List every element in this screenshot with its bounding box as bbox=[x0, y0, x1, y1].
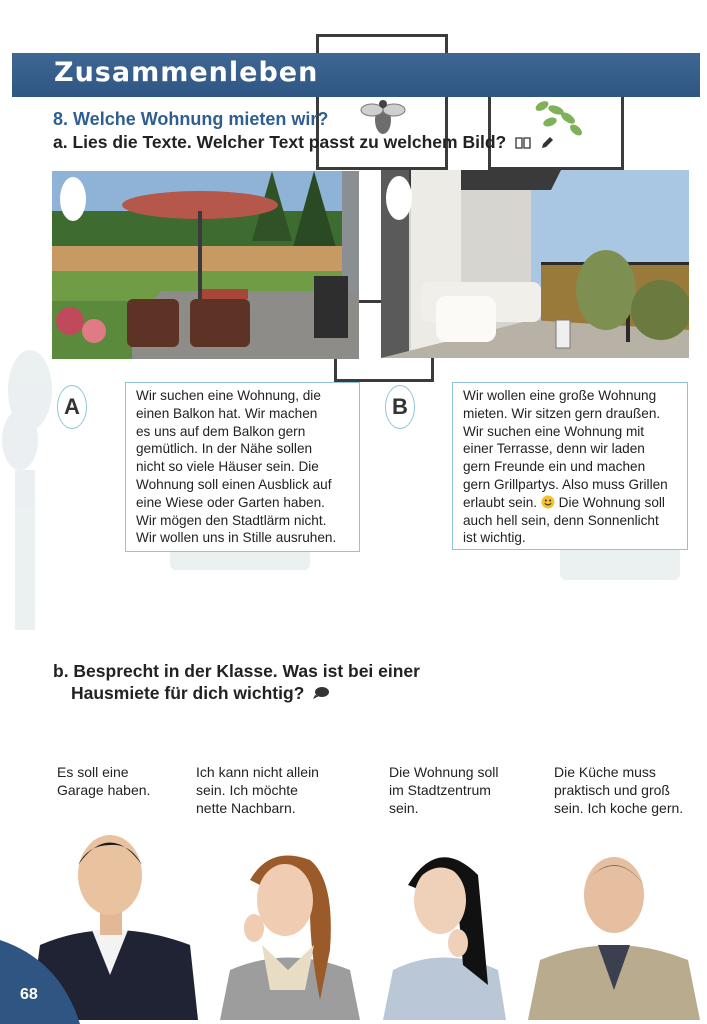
page-corner bbox=[0, 940, 95, 1024]
quote-3 bbox=[389, 763, 498, 817]
task-b-text: Hausmiete für dich wichtig? bbox=[71, 683, 305, 703]
text-line: einen Balkon hat. Wir machen bbox=[136, 405, 318, 421]
photo-terrace bbox=[381, 170, 689, 358]
task-b-line: b. Besprecht in der Klasse. Was ist bei einer bbox=[53, 661, 420, 681]
text-line: Wohnung soll einen Ausblick auf bbox=[136, 476, 332, 492]
text-line: es uns auf dem Balkon gern bbox=[136, 423, 306, 439]
photo-label-blank[interactable] bbox=[386, 176, 412, 220]
quote-2 bbox=[196, 763, 319, 817]
quote-line: sein. bbox=[389, 800, 419, 816]
text-b-box bbox=[452, 382, 688, 550]
person-woman-pondering bbox=[378, 845, 508, 1020]
text-line: Wir suchen eine Wohnung mit bbox=[463, 423, 645, 439]
text-line: Wir suchen eine Wohnung, die bbox=[136, 388, 321, 403]
letter-b-badge: B bbox=[385, 385, 415, 429]
quote-line: sein. Ich koche gern. bbox=[554, 800, 684, 816]
photo-garden-patio bbox=[52, 171, 359, 359]
task-b-line bbox=[53, 682, 420, 704]
photo-label-blank[interactable] bbox=[60, 177, 86, 221]
task-subtitle bbox=[53, 132, 554, 153]
text-line: gemütlich. In der Nähe sollen bbox=[136, 441, 313, 457]
quote-line: Ich kann nicht allein bbox=[196, 764, 319, 780]
task-subtitle-text: a. Lies die Texte. Welcher Text passt zu welchem Bild? bbox=[53, 132, 507, 152]
quote-4 bbox=[554, 763, 683, 817]
text-line: nicht so viele Häuser sein. Die bbox=[136, 459, 319, 475]
header-banner bbox=[12, 53, 700, 97]
text-line: mieten. Wir sitzen gern draußen. bbox=[463, 405, 661, 421]
quote-line: nette Nachbarn. bbox=[196, 800, 296, 816]
text-line: auch hell sein, denn Sonnenlicht bbox=[463, 512, 659, 528]
quote-line: praktisch und groß bbox=[554, 782, 670, 798]
quote-line: sein. Ich möchte bbox=[196, 782, 298, 798]
quote-1 bbox=[57, 763, 150, 799]
person-woman-thinking bbox=[210, 850, 365, 1020]
text-fragment: Die Wohnung soll bbox=[558, 494, 665, 510]
text-line: gern Grillpartys. Also muss Grillen bbox=[463, 476, 668, 492]
text-line: ist wichtig. bbox=[463, 530, 526, 546]
speech-bubble-icon bbox=[312, 686, 330, 700]
page-title: Zusammenleben bbox=[54, 57, 319, 88]
task-b-heading bbox=[53, 660, 420, 704]
quote-line: Garage haben. bbox=[57, 782, 151, 798]
text-line: gern Freunde ein und machen bbox=[463, 459, 646, 475]
text-line: Wir mögen den Stadtlärm nicht. bbox=[136, 512, 327, 528]
person-man-looking-up bbox=[528, 850, 700, 1020]
task-title: 8. Welche Wohnung mieten wir? bbox=[53, 109, 329, 129]
quote-line: Die Küche muss bbox=[554, 764, 656, 780]
quote-line: Es soll eine bbox=[57, 764, 129, 780]
book-icon bbox=[515, 136, 531, 150]
text-line: Wir wollen eine große Wohnung bbox=[463, 388, 657, 403]
text-fragment: erlaubt sein. bbox=[463, 494, 538, 510]
quote-line: Die Wohnung soll bbox=[389, 764, 499, 780]
text-line bbox=[463, 494, 679, 512]
text-line: einer Terrasse, denn wir laden bbox=[463, 441, 645, 457]
pencil-icon bbox=[540, 136, 554, 150]
text-a-box bbox=[125, 382, 360, 552]
page-number: 68 bbox=[20, 986, 38, 1003]
quote-line: im Stadtzentrum bbox=[389, 782, 491, 798]
smiley-icon bbox=[541, 495, 555, 509]
text-line: eine Wiese oder Garten haben. bbox=[136, 494, 325, 510]
letter-a-badge: A bbox=[57, 385, 87, 429]
text-line: Wir wollen uns in Stille ausruhen. bbox=[136, 530, 337, 546]
